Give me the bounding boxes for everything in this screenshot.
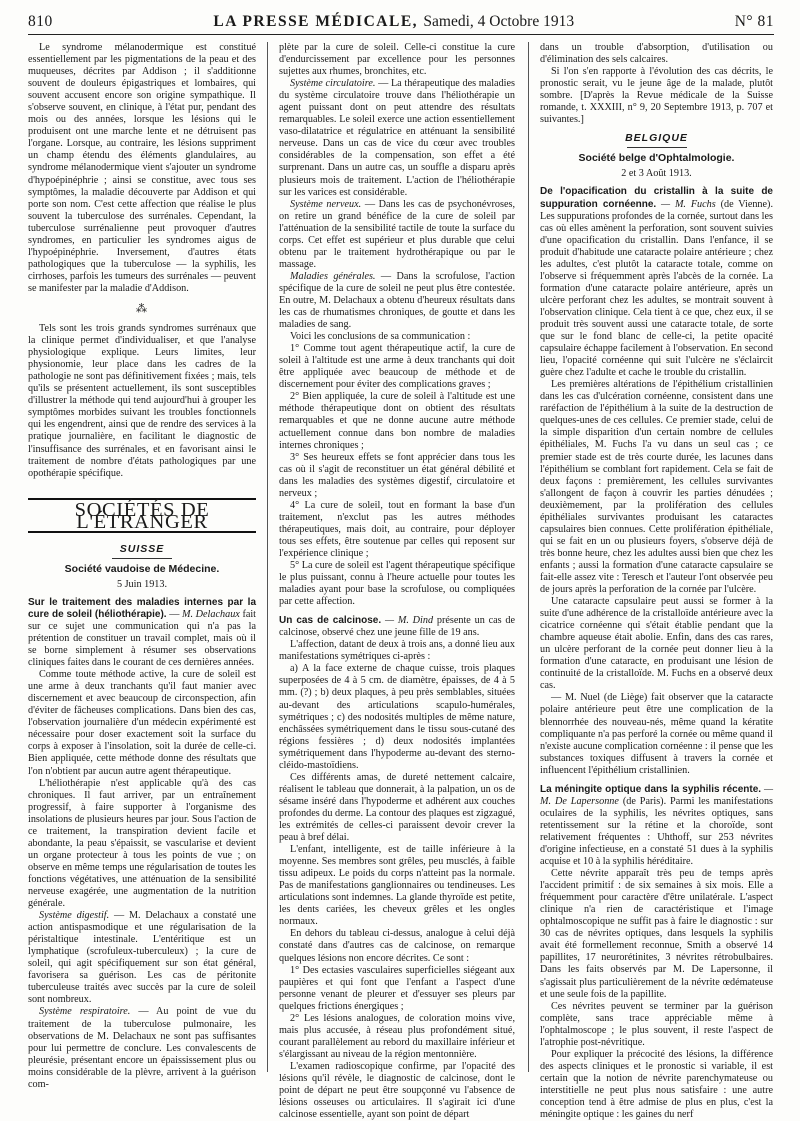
conclusion-item: 1° Comme tout agent thérapeutique actif, la cure de soleil à l'altitude est une arme à deux tranchants qui doit être appliquée avec beaucoup de méthode et de discernement pour éviter des complications graves ;	[279, 343, 515, 391]
article-author: M. Delachaux	[182, 608, 240, 620]
article-author: — M. Dind	[384, 615, 434, 627]
paragraph: 1° Des ectasies vasculaires superficielles siégeant aux paupières et qui font que l'enfant a l'aspect d'une personne venant de pleurer et d'essuyer ses pleurs par quelques frictions énergiques ;	[279, 964, 515, 1012]
column-divider	[528, 42, 529, 1072]
column-1	[28, 42, 257, 1090]
article-lead	[540, 186, 773, 379]
divider	[627, 147, 687, 148]
country-heading: SUISSE	[119, 542, 165, 555]
conclusion-item: 3° Ses heureux effets se font apprécier dans tous les cas où il s'agit de reconstituer un état général débilité et dans les maladies des systèmes digestif, circulatoire et nerveux ;	[279, 451, 515, 499]
paragraph	[279, 78, 515, 198]
article-title: Un cas de calcinose.	[279, 615, 382, 627]
issue-date: Samedi, 4 Octobre 1913	[423, 13, 575, 30]
paragraph	[279, 271, 515, 331]
article-title: Sur le traitement des maladies internes par la cure de soleil (héliothérapie).	[28, 596, 256, 620]
paragraph: Comme toute méthode active, la cure de soleil est une arme à deux tranchants qu'il faut manier avec discernement et avec beaucoup de circonspection, afin d'éviter de fâcheuses complications. Dans bien des cas, l'observation journalière d'un médecin expérimenté est nécessaire pour doser exactement soit la surface du corps à exposer à l'insolation, soit la durée de celle-ci. Bien appliquée, cette méthode donne des résultats que l'on n'obtient par aucun autre agent thérapeutique.	[28, 669, 256, 777]
paragraph: fait sur ce sujet une communication qui n'a pas la prétention de constituer un travail complet, mais où il se borne simplement à résumer ses observations cliniques faites dans le courant de ces dernières années.	[28, 608, 257, 669]
column-divider	[267, 42, 268, 1072]
meeting-date: 2 et 3 Août 1913.	[621, 168, 692, 180]
column-2	[279, 42, 516, 1121]
article-author: — M. Fuchs	[661, 198, 716, 210]
paragraph: Voici les conclusions de sa communication :	[290, 331, 471, 343]
paragraph-text: (de Paris). Parmi les manifestations oculaires de la syphilis, les névrites optiques, sans retentissement sur la rétine et la choroïde, sont relativement fréquentes : Uhthoff, sur 253 névrites d'origine infectieuse, en a constaté 51 dues à la syphilis acquise et 10 à la syphilis héréditaire.	[540, 795, 774, 868]
paragraph: L'enfant, intelligente, est de taille inférieure à la moyenne. Ses membres sont grêles, peu musclés, à faible tissu adipeux. Le poids du corps n'atteint pas la normale. Pas de manifestations ganglionnaires ou tendineuses. Les articulations sont indemnes. La glande thyroïde est petite, les dents cariées, les cheveux grêles et les ongles normaux.	[279, 844, 515, 928]
paragraph: Le syndrome mélanodermique est constitué essentiellement par les pigmentations de la peau et des muqueuses, décrites par Addison ; il s'additionne souvent de douleurs épigastriques et lombaires, qui souvent accusent encore son origine sympathique. Il s'observe souvent, en clinique, à l'état pur, pendant des mois ou des années, lorsque les lésions qui le produisent ont une marche lente et ne détruisent pas l'organe. Lorsque, au contraire, les lésions suppriment un champ étendu des éléments glandulaires, au syndrome mélanodermique vient s'ajouter un syndrome d'hypoépinéphrie ; ainsi se constitue, avec tous ses symptômes, la maladie découverte par Addison et qui porte son nom. C'est cette affection que réalise le plus souvent la tuberculose des surrénales. Cependant, la tuberculose surrénalienne peut provoquer d'autres syndromes, en particulier les syndromes aigus de l'hypoépinéphrie. Inversement, d'autres états pathologiques que la tuberculose — la syphilis, les cirrhoses, parfois les tumeurs des surrénales — peuvent se manifester par la maladie d'Addison.	[28, 42, 256, 294]
paragraph-text: — La thérapeutique des maladies du système circulatoire trouve dans l'héliothérapie un agent puissant dont on peut attendre des résultats remarquables. Le soleil exerce une action essentiellement vaso-dilatatrice et régulatrice en atténuant la sensibilité nerveuse. Dans un cas de vice du cœur avec troubles considérables de la compensation, son effet a été surprenant. Dans un autre cas, un souffle a disparu après plusieurs mois de traitement. L'action de l'héliothérapie sur les varices est considérable.	[279, 78, 515, 198]
society-name: Société belge d'Ophtalmologie.	[578, 152, 735, 165]
subsection-label: Système respiratoire.	[39, 1006, 131, 1018]
paragraph	[28, 1006, 256, 1090]
society-name: Société vaudoise de Médecine.	[64, 562, 220, 575]
paragraph: — M. Nuel (de Liège) fait observer que la cataracte polaire antérieure peut être une complication de la blennorrhée des nouveau-nés, même quand la kératite compliquante n'a pas perforé la cornée ou même quand il n'existe aucune complication cornéenne : il pense que les substances toxiques diffusent à travers la cornée et influencent l'épithélium cristallinien.	[540, 692, 773, 776]
article-lead	[279, 615, 515, 639]
conclusion-item: 2° Bien appliquée, la cure de soleil à l'altitude est une méthode thérapeutique dont on obtient des résultats remarquables et que ne donne aucune autre méthode actuellement connue dans bon nombre de maladies internes chroniques ;	[279, 391, 515, 451]
paragraph: Une cataracte capsulaire peut aussi se former à la suite d'une adhérence de la cristalloïde antérieure avec la cicatrice cornéenne qui s'était établie pendant que la chambre aqueuse était abolie. Enfin, dans des cas rares, un ulcère perforant de la cornée peut donner lieu à la formation d'une cataracte, en produisant une lésion de continuité de la cristalloïde. M. Fuchs en a observé deux cas.	[540, 596, 773, 692]
journal-title	[213, 13, 574, 31]
paragraph-text: — Dans la scrofulose, l'action spécifique de la cure de soleil ne peut plus être contestée. En outre, M. Delachaux a obtenu d'heureux résultats dans les cas de rhumatismes chroniques, de goutte et dans les maladies de sang.	[279, 270, 516, 331]
subsection-label: Système nerveux.	[290, 198, 362, 210]
article-author: — M. De Lapersonne	[540, 783, 773, 807]
country-heading: BELGIQUE	[625, 132, 688, 145]
paragraph: Si l'on s'en rapporte à l'évolution des cas décrits, le pronostic serait, vu le jeune âge de la malade, plutôt sombre. [D'après la Revue médicale de la Suisse romande, t. XXXIII, n° 9, 20 Septembre 1913, p. 707 et suivantes.]	[540, 66, 773, 126]
page-number: 810	[28, 13, 53, 30]
paragraph-text: (de Vienne). Les suppurations profondes de la cornée, surtout dans les cas où elles amènent la perforation, sont souvent suivies d'une opacification du cristallin. Dans l'enfance, il se produit d'habitude une cataracte polaire antérieure ; chez les adultes, c'est plutôt la cataracte totale, comme on l'observe si fréquemment après l'abcès de la cornée. La formation d'une cataracte polaire antérieure, après un ulcère perforant chez les adultes, se montrait souvent à l'observation clinique. Cela tient à ce que, chez eux, il se produit très souvent aussi une cataracte totale, de sorte que sur le fond blanc de celle-ci, la petite opacité capsulaire échappe facilement à l'observation. En second lieu, l'opacité cornéenne qui suit l'ulcère ne s'éclaircit guère chez l'adulte et cache le trouble du cristallin.	[540, 198, 773, 379]
article-lead	[540, 784, 773, 868]
paragraph: L'affection, datant de deux à trois ans, a donné lieu aux manifestations symétriques ci-après :	[279, 639, 515, 663]
spacer	[540, 777, 773, 784]
paragraph: dans un trouble d'absorption, d'utilisation ou d'élimination des sels calcaires.	[540, 42, 773, 66]
paragraph: Ces névrites peuvent se terminer par la guérison complète, sans trace appréciable même à l'ophtalmoscope ; le plus souvent, il reste l'aspect de l'atrophie post-névritique.	[540, 1000, 773, 1048]
subsection-label: Maladies générales.	[290, 270, 376, 282]
paragraph-text: — M. Delachaux a constaté une action antispasmodique et une régularisation de la péristaltique intestinale. L'entéritique est un lymphatique (scrofuleux-tuberculeux) ; la cure de soleil, qui agit spécifiquement sur son état général, favorisera sa guérison. Les cas de péritonite tuberculeuse traités avec succès par la cure de soleil sont nombreux.	[28, 910, 256, 1006]
paragraph: a) A la face externe de chaque cuisse, trois plaques superposées de 4 à 5 cm. de diamètre, épaisses, de 4 à 5 mm. (?) ; b) deux plaques, à peu près semblables, situées au-devant des articulations scapulo-humérales, symétriques ; c) des nodosités multiples de même nature, enchâssées symétriquement dans le tissu sous-cutané des régions fessières ; d) deux nodosités implantées symétriquement dans l'hypoderme au-devant des sterno-cléido-mastoïdiens.	[279, 663, 515, 771]
divider	[112, 558, 172, 559]
paragraph: Les premières altérations de l'épithélium cristallinien dans les cas d'ulcération cornéenne, consistent dans une raréfaction de l'épithélium à la suite de la destruction de quelques-unes de ces cellules. Ce premier stade, celui de la simple disparition d'un certain nombre de cellules épithéliales, M. Fuchs l'a vu dans un seul cas ; ce premier stade est de très courte durée, les lacunes dans l'épithélium se comblant fort rapidement. Cela se fait de deux façons : premièrement, les cellules survivantes s'allongent de façon à couvrir les parties dénudées ; deuxièmement, par la prolifération des cellules épithéliales survivantes produisant les cataractes capsulaires bien connues. Cette prolifération épithéliale, qui se fait en un ou plusieurs foyers, s'observe déjà de très bonne heure, chez les adultes aussi bien que chez les enfants ; aussi la formation d'une cataracte capsulaire se fait-elle assez vite : Teresch et l'auteur l'ont observée peu de jours après la perforation de la cornée par l'ulcère.	[540, 379, 773, 596]
article-title: La méningite optique dans la syphilis récente.	[540, 783, 762, 795]
section-separator: ⁂	[136, 302, 148, 315]
paragraph: Pour expliquer la précocité des lésions, la différence des aspects cliniques et le pronostic si variable, il est certain que la notion de névrite parenchymateuse ou interstitielle ne peut plus nous satisfaire : une autre conception tend à être admise de plus en plus, c'est la méningite optique : les gaines du nerf	[540, 1048, 773, 1121]
subsection-label: Système digestif.	[39, 910, 110, 922]
conclusion-item: 4° La cure de soleil, tout en formant la base d'un traitement, n'exclut pas les autres méthodes thérapeutiques, mais doit, au contraire, pour déployer tous ses effets, être soutenue par celles qui reposent sur l'expérience clinique ;	[279, 499, 515, 559]
article-title: De l'opacification du cristallin à la suite de suppuration cornéenne.	[540, 186, 773, 210]
meeting-date: 5 Juin 1913.	[116, 578, 168, 590]
paragraph: Ces différents amas, de dureté nettement calcaire, réalisent le tableau que donnerait, à la palpation, un os de sésame inséré dans l'hypoderme et adhérent aux couches profondes du derme. La contour des plaques est zigzagué, les extrémités de celles-ci paraissent devoir crever la peau à bref délai.	[279, 771, 515, 844]
page-header	[28, 10, 774, 35]
paragraph-text: présente un cas de calcinose, observé chez une jeune fille de 19 ans.	[279, 615, 516, 639]
paragraph: plète par la cure de soleil. Celle-ci constitue la cure d'endurcissement par excellence pour les personnes sujettes aux rhumes, bronchites, etc.	[279, 42, 515, 78]
paragraph: L'examen radioscopique confirme, par l'opacité des lésions qu'il révèle, le diagnostic de calcinose, dont le point de départ ne peut être soupçonné vu l'absence de lésions osseuses ou articulaires. Il s'agirait ici d'une calcinose essentielle, ayant son point de départ	[279, 1060, 515, 1121]
paragraph: En dehors du tableau ci-dessus, analogue à celui déjà constaté dans d'autres cas de calcinose, on remarque quelques lésions non encore décrites. Ce sont :	[279, 928, 515, 964]
paragraph-text: — Dans les cas de psychonévroses, on retire un grand bénéfice de la cure de soleil par l'atténuation de la sensibilité tactile de toute la surface du corps. Cet effet est supérieur et plus durable que celui obtenu par le traitement hydrothérapique ou par le massage.	[279, 198, 515, 270]
conclusion-item: 5° La cure de soleil est l'agent thérapeutique spécifique le plus puissant, connu à l'heure actuelle pour toutes les maladies ayant pour base la scrofulose, ou compliquées par cette affection.	[279, 560, 515, 608]
paragraph: Tels sont les trois grands syndromes surrénaux que la clinique permet d'individualiser, et que l'analyse physiologique explique. Leurs limites, leur physionomie, leur place dans les cadres de la pathologie ne sont pas définitivement fixées ; mais, tels qu'ils se présentent actuellement, ils sont susceptibles d'illustrer la méthode qui tend aujourd'hui à grouper les symptômes morbides suivant les troubles fonctionnels qui les engendrent, ainsi que de rendre des services à la pratique journalière, en facilitant le diagnostic de l'insuffisance des surrénales, et en favorisant ainsi le traitement de nombre d'états pathologiques par une opothérapie spécifique.	[28, 323, 256, 479]
column-3	[540, 42, 774, 1121]
issue-number: N° 81	[734, 13, 774, 30]
paragraph: L'héliothérapie n'est applicable qu'à des cas chroniques. Il faut arriver, par un entraînement progressif, à faire supporter à l'organisme des insolations de plusieurs heures par jour. Sous l'action de ce traitement, la transpiration devient facile et abondante, la peau s'épaissit, se vascularise et devient un organe protecteur à tous les points de vue ; on observe en même temps une régularisation de toutes les fonctions végétatives, une atténuation de la sensibilité nerveuse exagérée, une augmentation de la nutrition générale.	[28, 777, 256, 910]
paragraph: Cette névrite apparaît très peu de temps après l'accident primitif : de six semaines à six mois. Elle a fréquemment pour caractère d'être unilatérale. L'aspect clinique n'a rien de caractéristique et l'image ophtalmoscopique ne suffit pas à faire le diagnostic : sur 30 cas de névrites optiques, dans lesquels la syphilis avait été formellement reconnue, Smith a observé 14 papillites, 17 neurorétinites, 3 névrites rétrobulbaires. Dans les faits observés par M. De Lapersonne, il s'agissait plus particulièrement de la névrite œdémateuse et une seule fois de la papillite.	[540, 868, 773, 1000]
spacer	[540, 126, 773, 130]
subsection-label: Système circulatoire.	[290, 78, 376, 90]
section-heading: SOCIÉTÉS DE L'ÉTRANGER	[28, 498, 256, 533]
spacer	[279, 608, 515, 615]
paragraph: 2° Les lésions analogues, de coloration moins vive, mais plus accusée, à réseau plus profondément situé, courant parallèlement au rebord du maxillaire inférieur et s'élargissant au niveau de la région mentonnière.	[279, 1012, 515, 1060]
paragraph	[28, 910, 256, 1006]
journal-name: LA PRESSE MÉDICALE,	[213, 13, 419, 30]
paragraph	[279, 199, 515, 271]
paragraph-text: — Au point de vue du traitement de la tuberculose pulmonaire, les observations de M. Delachaux ne sont pas suffisantes pour lui permettre de conclure. Les convalescents de pleurésie, présentant encore un épaississement plus ou moins considérable de la plèvre, arrivent à la guérison com-	[28, 1006, 257, 1090]
article-lead: Sur le traitement des maladies internes par la cure de soleil (héliothérapie). — M. Delachaux fait sur ce sujet une communication qui n'a pas la prétention de constituer un travail complet, mais où il se borne simplement à résumer ses observations cliniques faites dans le courant de ces dernières années.	[28, 596, 257, 669]
